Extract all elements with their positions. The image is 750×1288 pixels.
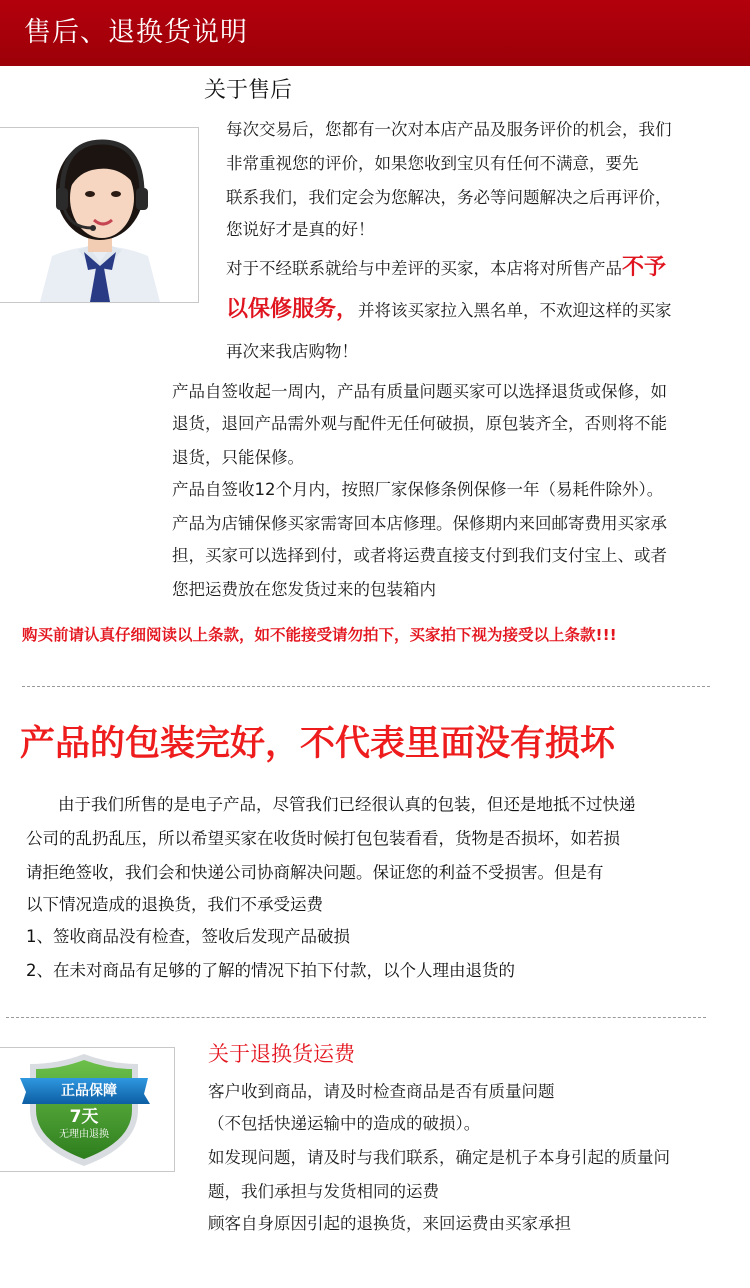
dashed-divider-1 bbox=[22, 686, 710, 687]
page-title: 售后、退换货说明 bbox=[24, 17, 248, 48]
headset-agent-icon bbox=[0, 128, 198, 302]
packaging-line-6: 2、在未对商品有足够的了解的情况下拍下付款，以个人理由退货的 bbox=[26, 961, 515, 980]
badge-subtitle: 无理由退换 bbox=[59, 1129, 109, 1140]
policy-line-1: 产品自签收起一周内，产品有质量问题买家可以选择退货或保修，如 bbox=[172, 382, 667, 401]
packaging-title: 产品的包装完好，不代表里面没有损坏 bbox=[20, 724, 616, 764]
packaging-line-3: 请拒绝签收，我们会和快递公司协商解决问题。保证您的利益不受损害。但是有 bbox=[26, 863, 604, 882]
policy-line-4: 产品自签收12个月内，按照厂家保修条例保修一年（易耗件除外）。 bbox=[172, 480, 664, 499]
policy-line-6: 担，买家可以选择到付，或者将运费直接支付到我们支付宝上、或者 bbox=[172, 546, 667, 565]
policy-line-7: 您把运费放在您发货过来的包装箱内 bbox=[172, 580, 436, 599]
after-sales-line-3: 联系我们，我们定会为您解决，务必等问题解决之后再评价， bbox=[226, 188, 672, 207]
shipping-line-3: 如发现问题，请及时与我们联系，确定是机子本身引起的质量问 bbox=[208, 1148, 670, 1167]
shipping-line-5: 顾客自身原因引起的退换货，来回运费由买家承担 bbox=[208, 1214, 571, 1233]
bad-review-line bbox=[226, 252, 666, 285]
after-sales-line-4: 您说好才是真的好！ bbox=[226, 220, 375, 239]
header-bar bbox=[0, 0, 750, 66]
after-sales-title: 关于售后 bbox=[204, 78, 293, 103]
no-warranty-highlight-2: 以保修服务， bbox=[226, 297, 359, 322]
after-sales-line-1: 每次交易后，您都有一次对本店产品及服务评价的机会，我们 bbox=[226, 120, 672, 139]
dashed-divider-2 bbox=[6, 1017, 706, 1018]
no-warranty-highlight-1: 不予 bbox=[622, 255, 667, 280]
shipping-line-1: 客户收到商品，请及时检查商品是否有质量问题 bbox=[208, 1082, 555, 1101]
policy-line-3: 退货，只能保修。 bbox=[172, 448, 304, 467]
badge-days: 7天 bbox=[69, 1107, 99, 1127]
blacklist-line bbox=[226, 294, 672, 327]
badge-title: 正品保障 bbox=[61, 1083, 117, 1099]
bad-review-prefix: 对于不经联系就给与中差评的买家，本店将对所售产品 bbox=[226, 259, 622, 278]
packaging-line-4: 以下情况造成的退换货，我们不承受运费 bbox=[26, 895, 323, 914]
policy-line-5: 产品为店铺保修买家需寄回本店修理。保修期内来回邮寄费用买家承 bbox=[172, 514, 667, 533]
support-agent-photo bbox=[0, 127, 199, 303]
after-sales-line-2: 非常重视您的评价，如果您收到宝贝有任何不满意，要先 bbox=[226, 154, 639, 173]
packaging-line-2: 公司的乱扔乱压，所以希望买家在收货时候打包包装看看，货物是否损坏，如若损 bbox=[26, 829, 620, 848]
bad-review-last-line: 再次来我店购物！ bbox=[226, 342, 358, 361]
policy-line-2: 退货，退回产品需外观与配件无任何破损，原包装齐全，否则将不能 bbox=[172, 414, 667, 433]
shipping-line-4: 题，我们承担与发货相同的运费 bbox=[208, 1182, 439, 1201]
guarantee-badge-frame bbox=[0, 1047, 175, 1172]
packaging-line-1: 由于我们所售的是电子产品，尽管我们已经很认真的包装，但还是地抵不过快递 bbox=[58, 795, 636, 814]
blacklist-suffix: 并将该买家拉入黑名单，不欢迎这样的买家 bbox=[358, 301, 672, 320]
packaging-line-5: 1、签收商品没有检查，签收后发现产品破损 bbox=[26, 927, 350, 946]
shipping-line-2: （不包括快递运输中的造成的破损）。 bbox=[208, 1114, 481, 1133]
purchase-warning: 购买前请认真仔细阅读以上条款，如不能接受请勿拍下，买家拍下视为接受以上条款!!! bbox=[22, 626, 617, 644]
shipping-title: 关于退换货运费 bbox=[208, 1042, 355, 1066]
